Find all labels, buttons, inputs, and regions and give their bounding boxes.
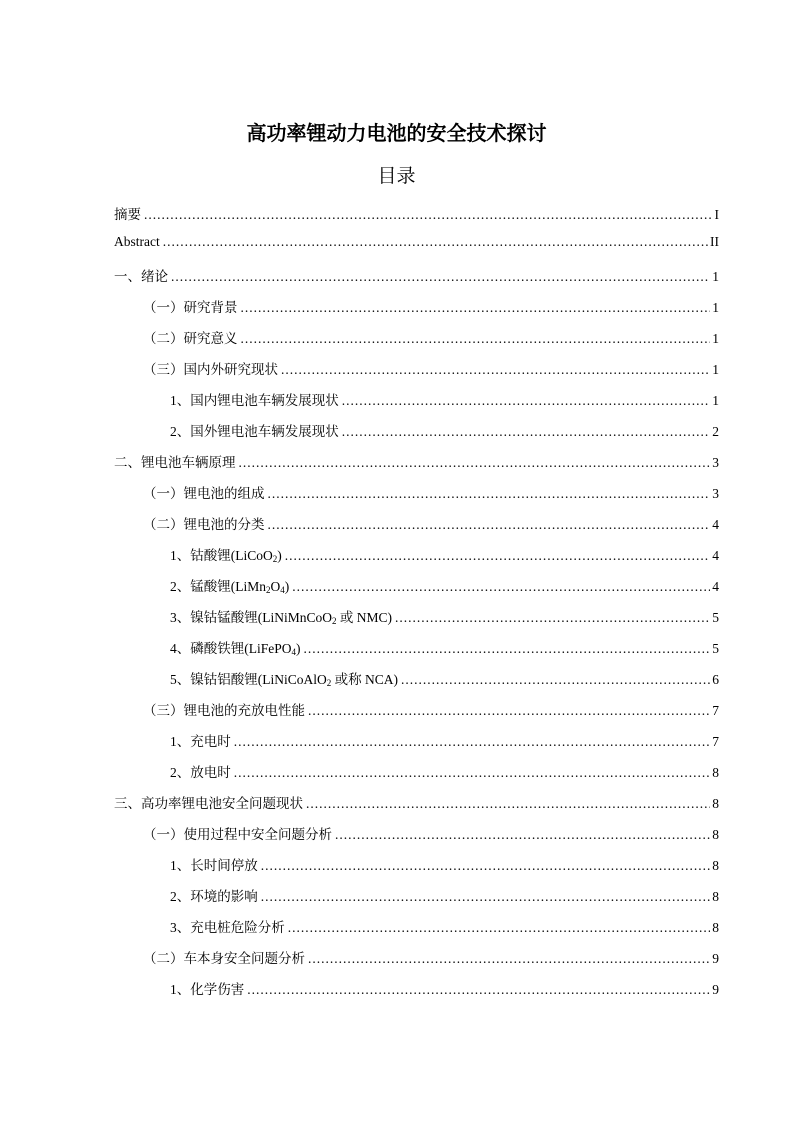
toc-page-number: 4	[712, 579, 719, 594]
toc-entry-text: 2、环境的影响	[170, 889, 258, 904]
toc-entry-2-2[interactable]	[143, 513, 719, 535]
dot-leader	[268, 517, 711, 533]
toc-heading: 目录	[377, 165, 416, 187]
dot-leader	[395, 610, 710, 626]
toc-entry-chapter-1[interactable]	[114, 265, 719, 287]
toc-entry-text: 2、国外锂电池车辆发展现状	[170, 424, 339, 439]
dot-leader	[335, 827, 710, 843]
dot-leader	[144, 207, 713, 223]
toc-entry-2-2-1[interactable]	[170, 544, 719, 566]
toc-entry-text: 一、绪论	[114, 269, 168, 284]
toc-entry-chapter-3[interactable]	[114, 792, 719, 814]
document-title: 高功率锂动力电池的安全技术探讨	[246, 121, 547, 145]
dot-leader	[288, 920, 711, 936]
toc-entry-text: 2、锰酸锂$(LiMn_2O_4)$	[170, 579, 290, 595]
dot-leader	[285, 548, 710, 564]
dot-leader	[163, 234, 708, 250]
toc-entry-text: 5、镍钴铝酸锂(LiNiCoAlO$_2$ 或称 NCA)	[170, 672, 399, 688]
toc-entry-3-1[interactable]	[143, 823, 719, 845]
toc-entry-text: 二、锂电池车辆原理	[114, 455, 236, 470]
dot-leader	[239, 455, 711, 471]
toc-page-number: 5	[712, 610, 719, 625]
toc-entry-chapter-2[interactable]	[114, 451, 719, 473]
toc-page-number: 8	[712, 765, 719, 780]
toc-entry-text: （二）锂电池的分类	[143, 517, 265, 532]
toc-entry-1-1[interactable]	[143, 296, 719, 318]
toc-page-number: 2	[712, 424, 719, 439]
toc-page-number: 8	[712, 920, 719, 935]
toc-entry-text: 3、镍钴锰酸锂(LiNiMnCoO$_2$ 或 NMC)	[170, 610, 393, 626]
toc-entry-text: （二）研究意义	[143, 331, 238, 346]
dot-leader	[308, 703, 710, 719]
toc-entry-1-3-1[interactable]	[170, 389, 719, 411]
toc-page-number: 1	[712, 269, 719, 284]
dot-leader	[308, 951, 710, 967]
toc-page-number: 3	[712, 486, 719, 501]
toc-entry-text: 1、长时间停放	[170, 858, 258, 873]
toc-entry-2-2-3[interactable]	[170, 606, 719, 628]
dot-leader	[281, 362, 710, 378]
toc-entry-3-2[interactable]	[143, 947, 719, 969]
dot-leader	[241, 300, 711, 316]
toc-page-number: 8	[712, 796, 719, 811]
toc-entry-3-1-2[interactable]	[170, 885, 719, 907]
dot-leader	[261, 889, 711, 905]
dot-leader	[241, 331, 711, 347]
toc-entry-2-3-2[interactable]	[170, 761, 719, 783]
toc-entry-3-2-1[interactable]	[170, 978, 719, 1000]
dot-leader	[401, 672, 710, 688]
toc-page-number: 6	[712, 672, 719, 687]
toc-page-number: 8	[712, 827, 719, 842]
toc-entry-2-3[interactable]	[143, 699, 719, 721]
toc-entry-text: 1、钴酸锂(LiCoO$_2$)	[170, 548, 282, 564]
dot-leader	[292, 579, 710, 595]
toc-entry-3-1-3[interactable]	[170, 916, 719, 938]
toc-page-number: 1	[712, 362, 719, 377]
toc-entry-text: 三、高功率锂电池安全问题现状	[114, 796, 303, 811]
toc-page-number: 8	[712, 858, 719, 873]
dot-leader	[171, 269, 710, 285]
dot-leader	[268, 486, 711, 502]
toc-entry-1-2[interactable]	[143, 327, 719, 349]
toc-entry-text: 4、磷酸铁锂(LiFePO$_4$)	[170, 641, 301, 657]
toc-entry-abstract-cn[interactable]	[114, 203, 719, 225]
toc-entry-abstract-en[interactable]	[114, 234, 719, 256]
toc-entry-text: （三）国内外研究现状	[143, 362, 278, 377]
toc-entry-3-1-1[interactable]	[170, 854, 719, 876]
toc-entry-text: 2、放电时	[170, 765, 231, 780]
toc-entry-text: （一）锂电池的组成	[143, 486, 265, 501]
dot-leader	[234, 734, 711, 750]
toc-entry-text: （一）研究背景	[143, 300, 238, 315]
toc-page-number: II	[710, 234, 719, 249]
toc-entry-text: 1、充电时	[170, 734, 231, 749]
dot-leader	[261, 858, 711, 874]
dot-leader	[304, 641, 711, 657]
toc-entry-2-1[interactable]	[143, 482, 719, 504]
toc-entry-2-2-5[interactable]	[170, 668, 719, 690]
toc-page-number: 7	[712, 703, 719, 718]
toc-entry-text: （三）锂电池的充放电性能	[143, 703, 305, 718]
toc-page-number: 4	[712, 517, 719, 532]
dot-leader	[306, 796, 710, 812]
toc-page-number: 1	[712, 300, 719, 315]
toc-entry-2-2-4[interactable]	[170, 637, 719, 659]
toc-page-number: I	[714, 207, 719, 222]
dot-leader	[342, 393, 711, 409]
toc-page-number: 1	[712, 393, 719, 408]
toc-entry-text: Abstract	[114, 234, 160, 249]
dot-leader	[342, 424, 711, 440]
toc-entry-1-3-2[interactable]	[170, 420, 719, 442]
toc-entry-text: （一）使用过程中安全问题分析	[143, 827, 332, 842]
toc-entry-text: 1、化学伤害	[170, 982, 245, 997]
toc-page-number: 4	[712, 548, 719, 563]
toc-entry-text: 摘要	[114, 207, 141, 222]
toc-page-number: 3	[712, 455, 719, 470]
toc-entry-text: 3、充电桩危险分析	[170, 920, 285, 935]
toc-page-number: 9	[712, 982, 719, 997]
toc-page-number: 8	[712, 889, 719, 904]
toc-page-number: 1	[712, 331, 719, 346]
toc-entry-2-2-2[interactable]	[170, 575, 719, 597]
toc-entry-text: 1、国内锂电池车辆发展现状	[170, 393, 339, 408]
toc-entry-2-3-1[interactable]	[170, 730, 719, 752]
toc-entry-1-3[interactable]	[143, 358, 719, 380]
dot-leader	[234, 765, 711, 781]
toc-page-number: 7	[712, 734, 719, 749]
dot-leader	[247, 982, 710, 998]
toc-page-number: 9	[712, 951, 719, 966]
toc-entry-text: （二）车本身安全问题分析	[143, 951, 305, 966]
toc-page-number: 5	[712, 641, 719, 656]
